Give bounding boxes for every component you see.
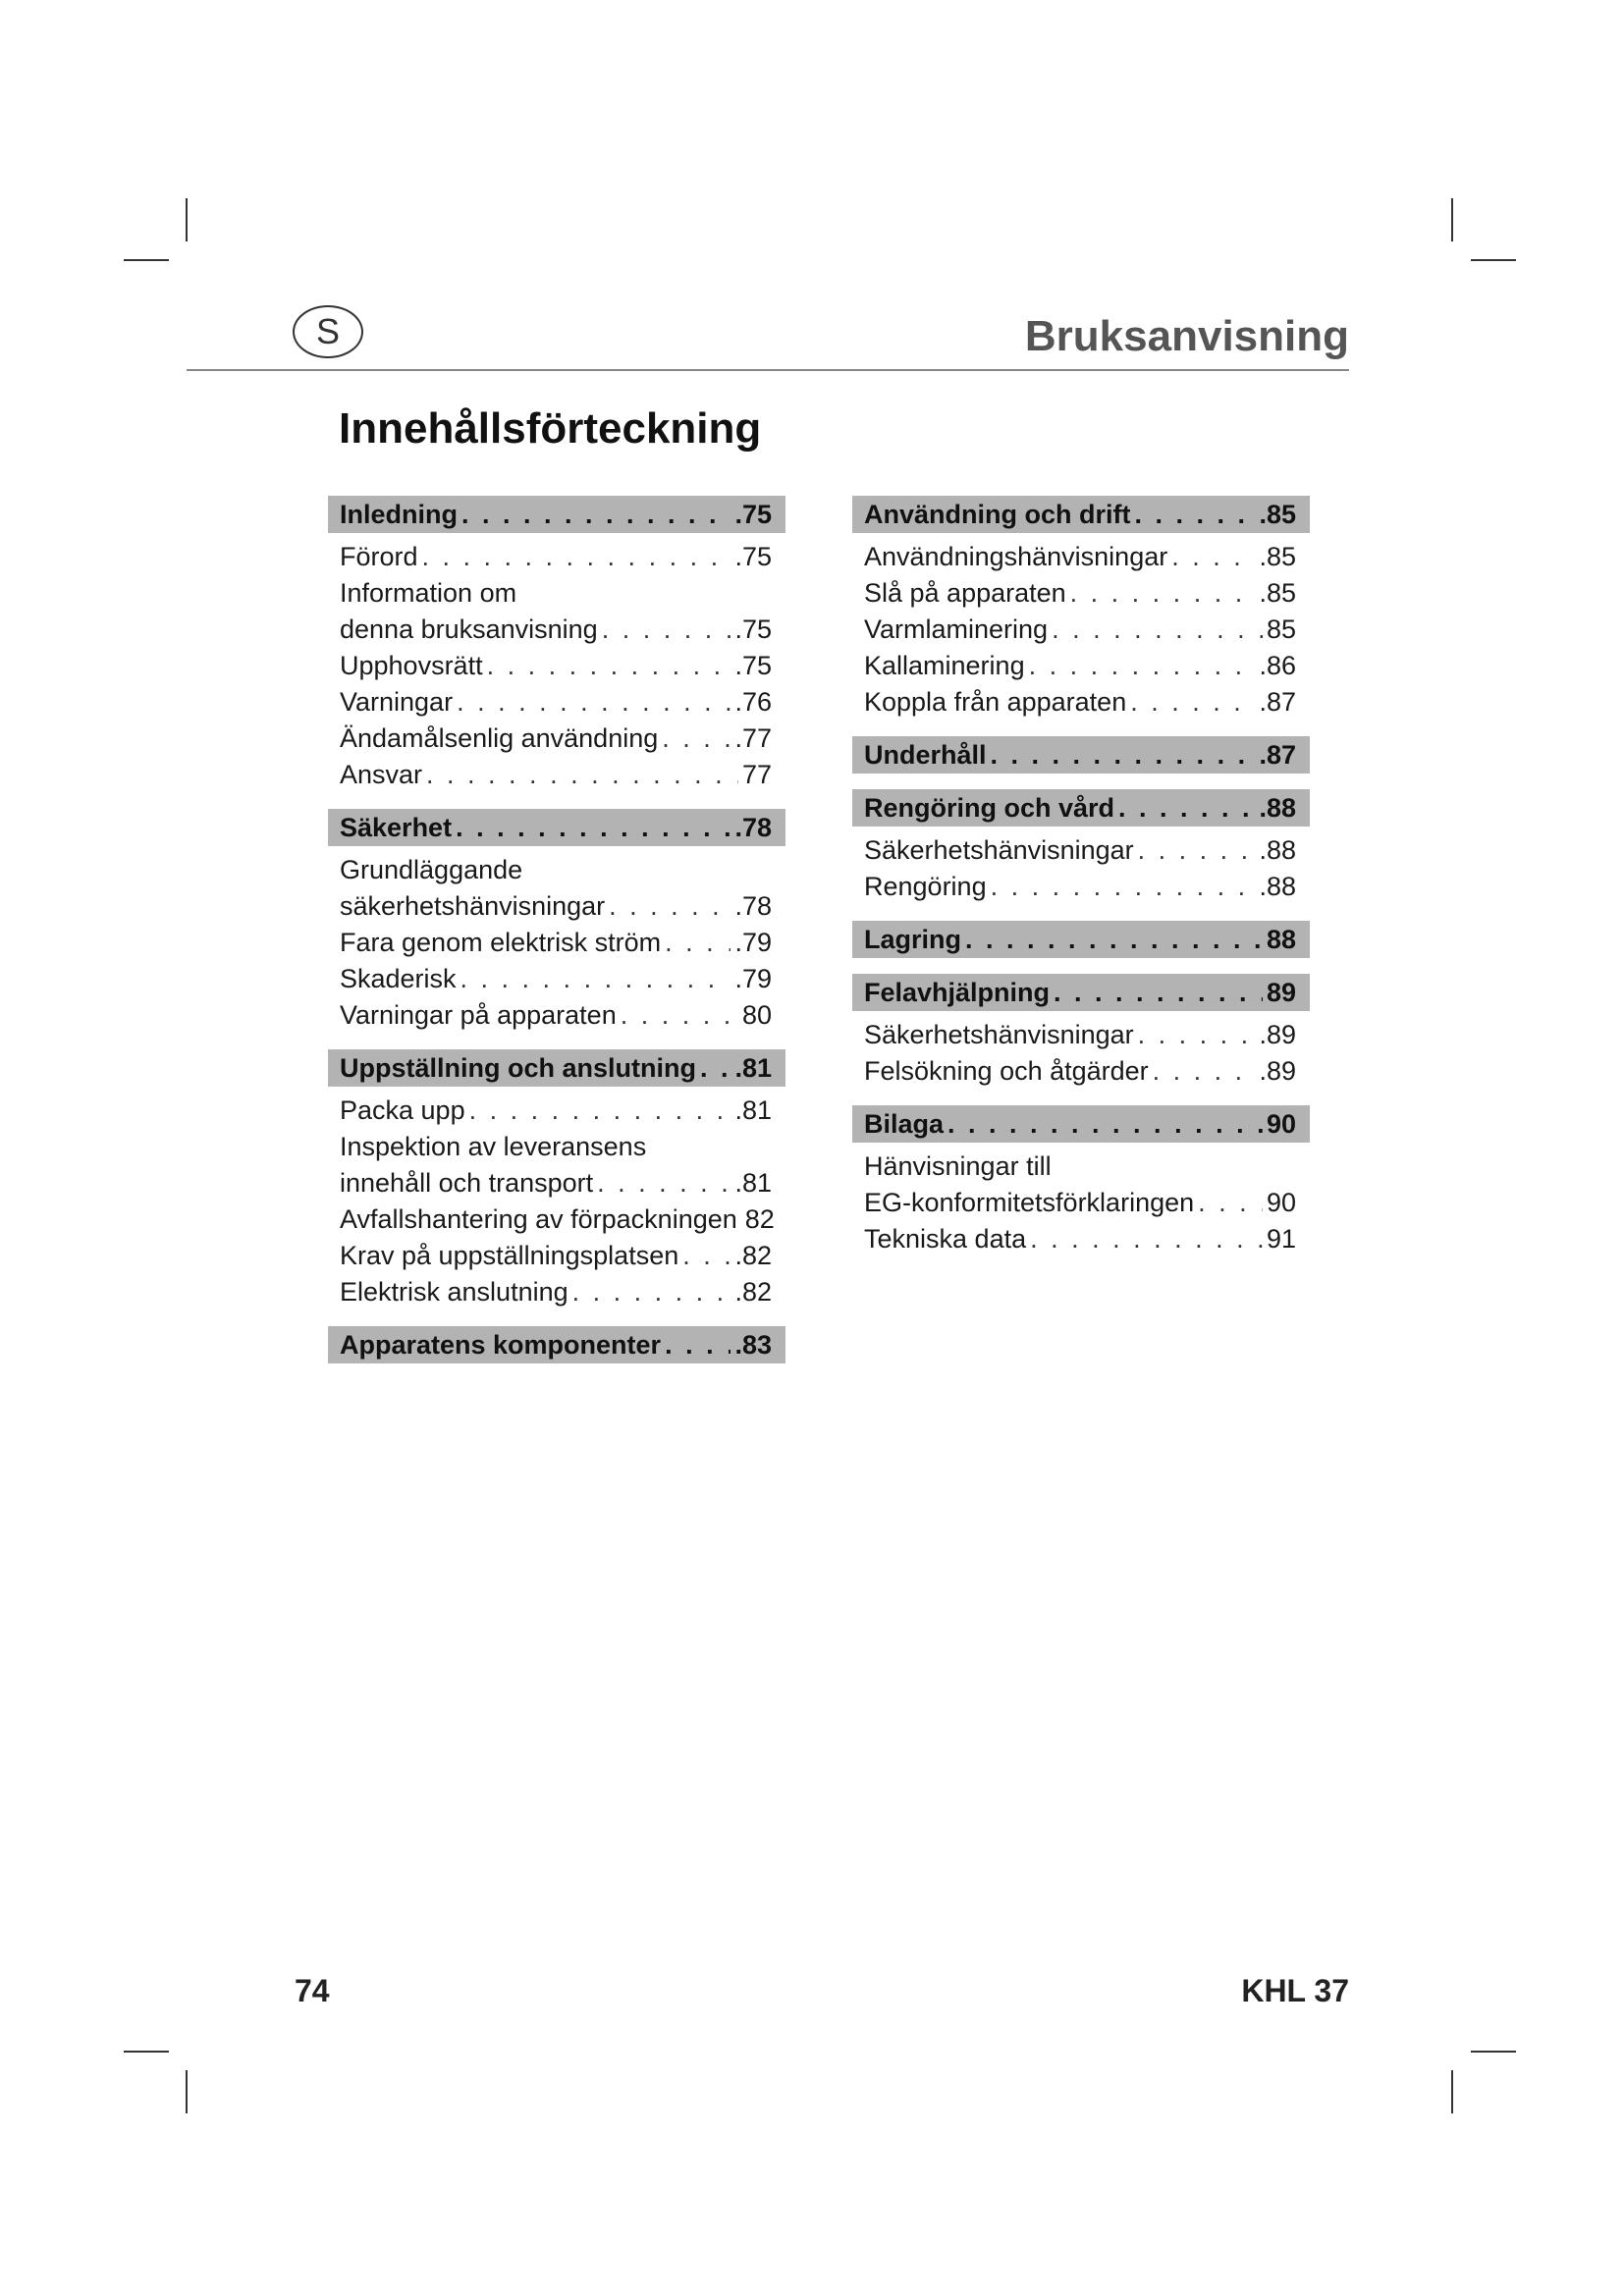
toc-entry[interactable] bbox=[852, 1185, 1310, 1221]
toc-section bbox=[852, 736, 1310, 774]
toc-entry[interactable] bbox=[328, 1093, 785, 1129]
toc-entry[interactable] bbox=[328, 539, 785, 575]
toc-section-heading[interactable] bbox=[852, 974, 1310, 1011]
entry-title: Fara genom elektrisk ström bbox=[340, 928, 662, 957]
entry-title: Säkerhetshänvisningar bbox=[864, 835, 1134, 865]
leader-dots bbox=[665, 1330, 731, 1361]
section-title: Uppställning och anslutning bbox=[340, 1052, 696, 1083]
entry-page: .87 bbox=[1259, 687, 1296, 717]
toc-section bbox=[328, 809, 785, 1034]
toc-section bbox=[852, 496, 1310, 721]
toc-entry[interactable] bbox=[328, 1165, 785, 1201]
entry-page: .77 bbox=[734, 723, 772, 753]
toc-entry-line bbox=[328, 575, 785, 612]
leader-dots bbox=[1130, 684, 1255, 721]
toc-entry[interactable] bbox=[328, 1201, 785, 1238]
toc-entry[interactable] bbox=[328, 925, 785, 961]
entry-title: Säkerhetshänvisningar bbox=[864, 1020, 1134, 1049]
entry-title: Upphovsrätt bbox=[340, 651, 483, 680]
toc-entry[interactable] bbox=[852, 832, 1310, 869]
entry-title: EG-konformitetsförklaringen bbox=[864, 1188, 1195, 1217]
toc-section bbox=[328, 1326, 785, 1363]
toc-section-heading[interactable] bbox=[852, 921, 1310, 958]
toc-entry[interactable] bbox=[852, 575, 1310, 612]
crop-mark bbox=[1451, 2070, 1453, 2113]
leader-dots bbox=[572, 1274, 731, 1310]
section-title: Bilaga bbox=[864, 1108, 945, 1139]
leader-dots bbox=[460, 961, 731, 997]
entry-title: Packa upp bbox=[340, 1095, 465, 1125]
toc-right-column bbox=[852, 496, 1310, 1273]
entry-page: 90 bbox=[1266, 1188, 1296, 1217]
toc-entry[interactable] bbox=[852, 612, 1310, 648]
leader-dots bbox=[991, 869, 1256, 905]
entry-title: Kallaminering bbox=[864, 651, 1025, 680]
section-title: Användning och drift bbox=[864, 499, 1131, 529]
section-page: .75 bbox=[734, 499, 772, 529]
toc-entry[interactable] bbox=[852, 648, 1310, 684]
entry-page: 85 bbox=[1266, 614, 1296, 644]
leader-dots bbox=[422, 539, 731, 575]
leader-dots bbox=[1138, 832, 1256, 869]
section-title: Felavhjälpning bbox=[864, 977, 1051, 1007]
leader-dots bbox=[662, 721, 731, 757]
leader-dots bbox=[1029, 648, 1256, 684]
entry-title: Krav på uppställningsplatsen bbox=[340, 1241, 679, 1270]
toc-section-heading[interactable] bbox=[328, 1049, 785, 1087]
entry-title: Ansvar bbox=[340, 760, 423, 789]
toc-entry[interactable] bbox=[328, 1274, 785, 1310]
entry-title: Koppla från apparaten bbox=[864, 687, 1127, 717]
entry-title: Avfallshantering av förpackningen bbox=[340, 1204, 737, 1234]
toc-entry[interactable] bbox=[328, 888, 785, 925]
entry-page: .88 bbox=[1259, 835, 1296, 865]
entry-title-prefix: Grundläggande bbox=[340, 855, 523, 884]
toc-section-heading[interactable] bbox=[852, 1105, 1310, 1143]
leader-dots bbox=[700, 1053, 731, 1084]
toc-section-heading[interactable] bbox=[328, 1326, 785, 1363]
toc-section-heading[interactable] bbox=[852, 496, 1310, 533]
toc-section bbox=[328, 496, 785, 793]
leader-dots bbox=[1138, 1017, 1256, 1053]
toc-section bbox=[852, 974, 1310, 1090]
crop-mark bbox=[124, 2051, 169, 2053]
toc-section bbox=[852, 789, 1310, 905]
entry-title: Varningar bbox=[340, 687, 454, 717]
entry-title: Användningshänvisningar bbox=[864, 542, 1168, 571]
entry-title: Tekniska data bbox=[864, 1224, 1027, 1254]
entry-page: .81 bbox=[734, 1095, 772, 1125]
entry-title-prefix: Hänvisningar till bbox=[864, 1151, 1052, 1181]
leader-dots bbox=[461, 500, 731, 530]
section-title: Lagring bbox=[864, 924, 961, 954]
leader-dots bbox=[597, 1165, 731, 1201]
section-page: 88 bbox=[1266, 924, 1296, 954]
leader-dots bbox=[469, 1093, 731, 1129]
leader-dots bbox=[665, 925, 731, 961]
toc-section-heading[interactable] bbox=[328, 496, 785, 533]
entry-page: .85 bbox=[1259, 542, 1296, 571]
toc-entry[interactable] bbox=[852, 1053, 1310, 1090]
section-title: Inledning bbox=[340, 499, 458, 529]
entry-page: .82 bbox=[734, 1241, 772, 1270]
section-page: .87 bbox=[1259, 739, 1296, 770]
toc-entry[interactable] bbox=[852, 539, 1310, 575]
toc-section-heading[interactable] bbox=[328, 809, 785, 846]
crop-mark bbox=[1471, 259, 1516, 261]
section-page: .83 bbox=[734, 1329, 772, 1360]
entry-page: .79 bbox=[734, 928, 772, 957]
entry-title: Skaderisk bbox=[340, 964, 457, 993]
language-badge: S bbox=[293, 305, 363, 358]
section-page: 90 bbox=[1266, 1108, 1296, 1139]
entry-page: 80 bbox=[741, 1000, 772, 1030]
document-title: Bruksanvisning bbox=[1024, 312, 1349, 360]
leader-dots bbox=[1070, 575, 1256, 612]
leader-dots bbox=[1052, 612, 1263, 648]
entry-page: .75 bbox=[734, 542, 772, 571]
leader-dots bbox=[1153, 1053, 1256, 1090]
leader-dots bbox=[1118, 793, 1255, 824]
toc-entry[interactable] bbox=[328, 612, 785, 648]
toc-entry[interactable] bbox=[852, 1017, 1310, 1053]
model-name: KHL 37 bbox=[1241, 1973, 1349, 2008]
section-title: Underhåll bbox=[864, 739, 987, 770]
section-page: .88 bbox=[1259, 792, 1296, 823]
section-page: .78 bbox=[734, 812, 772, 842]
entry-page: 77 bbox=[741, 760, 772, 789]
entry-page: .76 bbox=[734, 687, 772, 717]
leader-dots bbox=[1134, 500, 1255, 530]
entry-title: Varmlaminering bbox=[864, 614, 1049, 644]
toc-section-heading[interactable] bbox=[852, 736, 1310, 774]
entry-page: .75 bbox=[734, 651, 772, 680]
leader-dots bbox=[621, 997, 738, 1034]
toc-left-column bbox=[328, 496, 785, 1379]
entry-title: säkerhetshänvisningar bbox=[340, 891, 606, 921]
crop-mark bbox=[1451, 198, 1453, 241]
toc-title: Innehållsförteckning bbox=[339, 404, 762, 453]
entry-page: .88 bbox=[1259, 872, 1296, 901]
section-title: Rengöring och vård bbox=[864, 792, 1115, 823]
leader-dots bbox=[991, 740, 1256, 771]
leader-dots bbox=[965, 925, 1263, 955]
crop-mark bbox=[1471, 2051, 1516, 2053]
crop-mark bbox=[124, 259, 169, 261]
toc-section-heading[interactable] bbox=[852, 789, 1310, 827]
entry-title: Elektrisk anslutning bbox=[340, 1277, 568, 1307]
entry-title-prefix: Information om bbox=[340, 578, 517, 608]
toc-entry[interactable] bbox=[852, 684, 1310, 721]
section-title: Säkerhet bbox=[340, 812, 453, 842]
toc-entry-line bbox=[852, 1148, 1310, 1185]
toc-entry[interactable] bbox=[328, 648, 785, 684]
entry-title: denna bruksanvisning bbox=[340, 614, 598, 644]
entry-page: .75 bbox=[734, 614, 772, 644]
toc-section bbox=[852, 1105, 1310, 1257]
section-page: .85 bbox=[1259, 499, 1296, 529]
entry-page: .89 bbox=[1259, 1020, 1296, 1049]
toc-entry-line bbox=[328, 852, 785, 888]
entry-page: 82 bbox=[744, 1204, 775, 1234]
toc-entry[interactable] bbox=[328, 757, 785, 793]
toc-entry[interactable] bbox=[328, 721, 785, 757]
entry-page: .86 bbox=[1259, 651, 1296, 680]
leader-dots bbox=[1030, 1221, 1263, 1257]
section-page: .81 bbox=[734, 1052, 772, 1083]
crop-mark bbox=[186, 2070, 188, 2113]
entry-page: .85 bbox=[1259, 578, 1296, 608]
leader-dots bbox=[1198, 1185, 1263, 1221]
entry-page: .79 bbox=[734, 964, 772, 993]
toc-section bbox=[328, 1049, 785, 1310]
entry-page: .78 bbox=[734, 891, 772, 921]
leader-dots bbox=[602, 612, 731, 648]
header-divider bbox=[187, 369, 1349, 371]
page-number: 74 bbox=[295, 1973, 330, 2008]
entry-page: .82 bbox=[734, 1277, 772, 1307]
leader-dots bbox=[947, 1109, 1263, 1140]
entry-title: Slå på apparaten bbox=[864, 578, 1066, 608]
toc-entry[interactable] bbox=[328, 1238, 785, 1274]
toc-entry[interactable] bbox=[328, 997, 785, 1034]
leader-dots bbox=[457, 684, 731, 721]
leader-dots bbox=[487, 648, 731, 684]
section-page: 89 bbox=[1266, 977, 1296, 1007]
section-title: Apparatens komponenter bbox=[340, 1329, 662, 1360]
entry-title-prefix: Inspektion av leveransens bbox=[340, 1132, 647, 1161]
toc-section bbox=[852, 921, 1310, 958]
toc-entry-line bbox=[328, 1129, 785, 1165]
entry-title: innehåll och transport bbox=[340, 1168, 594, 1198]
crop-mark bbox=[186, 198, 188, 241]
toc-entry[interactable] bbox=[328, 961, 785, 997]
leader-dots bbox=[426, 757, 738, 793]
entry-title: Varningar på apparaten bbox=[340, 1000, 617, 1030]
leader-dots bbox=[456, 813, 731, 843]
leader-dots bbox=[682, 1238, 731, 1274]
toc-entry[interactable] bbox=[852, 869, 1310, 905]
entry-title: Felsökning och åtgärder bbox=[864, 1056, 1149, 1086]
entry-page: .81 bbox=[734, 1168, 772, 1198]
toc-entry[interactable] bbox=[852, 1221, 1310, 1257]
leader-dots bbox=[1054, 978, 1263, 1008]
entry-title: Rengöring bbox=[864, 872, 987, 901]
entry-page: 91 bbox=[1266, 1224, 1296, 1254]
leader-dots bbox=[1171, 539, 1255, 575]
entry-page: .89 bbox=[1259, 1056, 1296, 1086]
leader-dots bbox=[609, 888, 731, 925]
entry-title: Förord bbox=[340, 542, 418, 571]
entry-title: Ändamålsenlig användning bbox=[340, 723, 659, 753]
toc-entry[interactable] bbox=[328, 684, 785, 721]
